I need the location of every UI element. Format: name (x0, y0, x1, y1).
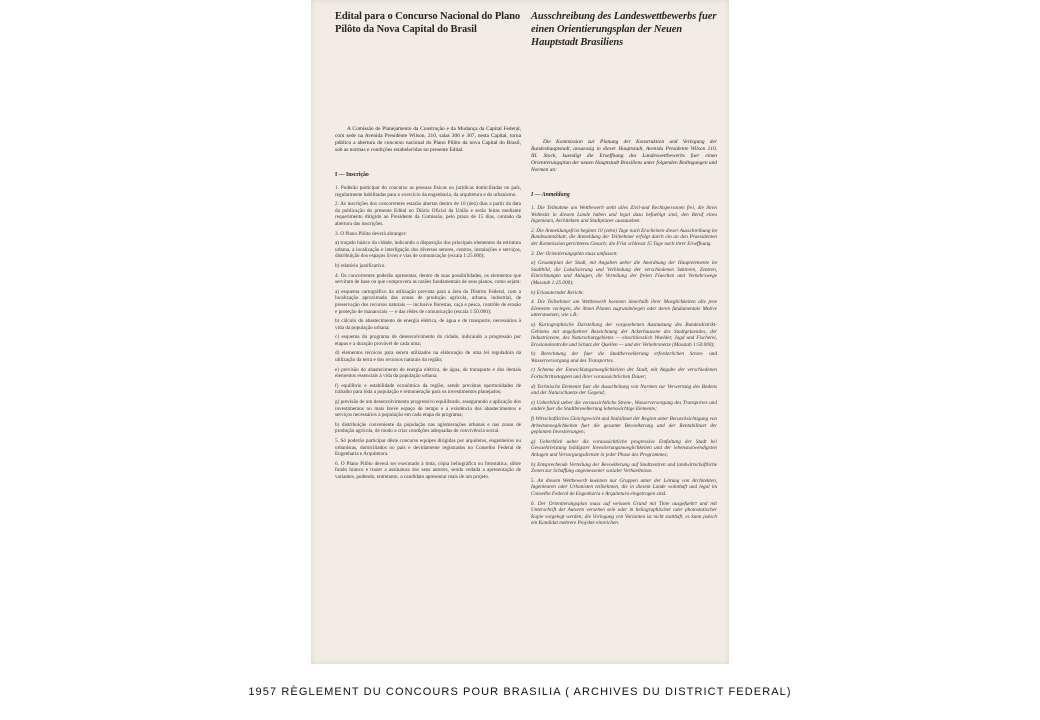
portuguese-title: Edital para o Concurso Nacional do Plano Pilôto da Nova Capital do Brasil (335, 11, 521, 35)
right-paragraph: f) Wirtschaftliches Gleichgewicht und Stabilitaet der Region unter Beruecksichtigung von Arbeitsmoeglichkeiten fuer die gesamte Bevoelkerung und der Rentabilitaet der geplanten Investierungen; (531, 416, 717, 436)
portuguese-intro: A Comissão de Planejamento da Construção e da Mudança da Capital Federal, com sede na Avenida Presidente Wilson, 210, salas 306 e 307, nesta Capital, torna público a abertura do concurso nacional do Plano Pilôto da nova Capital do Brasil, sob as normas e condições estabelecidas no presente Edital. (335, 126, 521, 153)
german-intro: Die Kommission zur Planung der Konstruktion und Verlegung der Bundeshauptstadt, ansaessig in dieser Hauptstadt, Avenida Presidente Wilson 210, III. Stock, kuendigt die Eroeffnung des Landeswettbewerbs fuer einen Orientierungsplan der neuen Hauptstadt Brasiliens unter folgenden Bedingungen und Normen an: (531, 139, 717, 173)
right-paragraph: 5. An diesem Wettbewerb koennen nur Gruppen unter der Leitung von Architekten, Ingenieuren oder Urbanisten teilnehmen, die in diesem Lande wohnhaft und legal im Conselho Federal de Engenharia e Arquitetura eingetragen sind. (531, 477, 717, 497)
left-paragraph: d) elementos técnicos para serem utilizados na elaboração de uma lei reguladora da utilização da terra e dos recursos naturais da região; (335, 350, 521, 364)
right-paragraph: 6. Der Orientierungsplan muss auf weissem Grund mit Tinte ausgefuehrt und mit Unterschrift der Autoren versehen sein oder in heliographischer oder photostatischer Kopie vorgelegt werden; die Vorlegung von Varianten ist nicht statthaft, es kann jedoch ein Kandidat mehrere Projekte einreichen. (531, 500, 717, 527)
right-paragraph: 1. Die Teilnahme am Wettbewerb steht alles Zivil-und Rechtspersonen frei, die ihren Wohnsitz in diesem Lande haben und legal dazu befaehigt sind, den Beruf eines Ingenieurs, Architekten und Stadtplaner auszuueben. (531, 205, 717, 225)
right-paragraph: e) Ueberblick ueber die voraussichtliche Strom-, Wasserversorgung des Transportes und andere fuer die Stadtbevoelkerung lebenswichtige Elemente; (531, 399, 717, 413)
left-paragraph: g) previsão de um desenvolvimento progressivo equilibrado, assegurando a aplicação dos investimentos no mais breve espaço de tempo e a existência dos abastecimentos e serviços necessários à população em cada etapa do programa; (335, 399, 521, 419)
left-paragraph: e) previsão do abastecimento de energia elétrica, de água, de transporte e dos demais elementos essenciais à vida da população urbana; (335, 366, 521, 380)
left-paragraph: 6. O Plano Pilôto deverá ser executado à tinta, cópia heliográfica ou fotostática, sôbre fundo branco e trazer a assinatura dos seus autores, sendo vedada a apresentação de variantes, podendo, entretanto, o candidato apresentar mais de um projeto. (335, 460, 521, 480)
right-paragraph: 4. Die Teilnehmer am Wettbewerb koennen innerhalb ihrer Moeglichkeiten alle jene Elemente vorlegen, die ihnen Planen zugrundeliegen oder deren fundamentale Motive unterstuetzen, wie z.B.: (531, 299, 717, 319)
right-paragraph: 2. Die Anmeldungsfrist beginnt 10 (zehn) Tage nach Erscheinen dieser Ausschreibung im Bundesamtsblatt; die Anmeldung der Teilnehmer erfolgt durch ein an den Praesidenten der Kommission gerichtetes Gesuch; die Frist schliesst 15 Tage nach ihrer Eroeffnung. (531, 227, 717, 247)
portuguese-paragraphs (335, 185, 521, 481)
right-paragraph: a) Kartographische Darstellung der vorgesehenen Ausnutzung des Bundesdistrikt-Gebietes mit ungefaehrer Bezeichnung der Ackerbauzone des Stadtgelaendes, der Industriezone, des Naturschutzgebietes — einschliesslich Waelder, Jagd und Fischerei, Erosionskontrolle und Schutz der Quellen — und der Verkehrsnetze (Masstab 1:50.000); (531, 321, 717, 348)
right-paragraph: b) Berechnung der fuer die Stadtbevoelkerung erforderlichen Strom- und Wasserversorgung und des Transportes. (531, 351, 717, 364)
portuguese-section-heading: I — Inscrição (335, 172, 369, 178)
german-column (531, 10, 717, 530)
left-paragraph: a) esquema cartográfico da utilização prevista para a área do Distrito Federal, com a localização aproximada das zonas de produção agrícola, urbana, industrial, de preservação dos recursos naturais — inclusive florestas, caça e pesca, contrôle de erosão e proteção de mananciais — e das rêdes de comunicação (escala 1:50.000); (335, 288, 521, 315)
right-paragraph: 3. Der Orientierungsplan muss umfassen: (531, 250, 618, 257)
portuguese-column (335, 10, 521, 484)
right-paragraph: b) Erlaeuternder Bericht. (531, 289, 584, 296)
right-paragraph: a) Gesamtplan der Stadt, mit Angaben ueber die Anordnung der Hauptelemente im Stadtbild, die Lokalisierung und Verbindung der verschiedenen Sektoren, Zentren, Einrichtungen und Anlagen, die Verteilung der freien Flaechen und Verkehrswege (Masstab 1:25.000); (531, 260, 717, 286)
left-paragraph: b) cálculo do abastecimento de energia elétrica, de água e de transporte, necessários à vida da população urbana; (335, 318, 521, 331)
left-paragraph: f) equilíbrio e estabilidade econômica da região, sendo previstas oportunidades de trabalho para tôda a população e remuneração para os investimentos planejados; (335, 382, 521, 396)
right-paragraph: d) Technische Elemente fuer die Ausarbeitung von Normen zur Verwertung des Bodens und der Naturschaetze der Gegend; (531, 383, 717, 397)
left-paragraph: b) relatório justificativo. (335, 262, 386, 269)
german-paragraphs (531, 205, 717, 527)
left-paragraph: 1. Poderão participar do concurso as pessoas físicas ou jurídicas domiciliadas no país, regularmente habilitadas para o exercício da engenharia, da arquitetura e do urbanismo. (335, 185, 521, 198)
left-paragraph: 2. As inscrições dos concorrentes estarão abertas dentro de 10 (dez) dias a partir da data da publicação do presente Edital no Diário Oficial da União e serão feitas mediante requerimento dirigido ao Presidente da Comissão, pelo prazo de 15 dias, contado da abertura das inscrições. (335, 201, 521, 227)
left-paragraph: 5. Só poderão participar dêste concurso equipes dirigidas por arquitetos, engenheiros ou urbanistas, domiciliados no país e devidamente registrados no Conselho Federal de Engenharia e Arquitetura. (335, 438, 521, 458)
right-paragraph: c) Schema der Entwicklungsmoeglichkeiten der Stadt, mit Angabe der verschiedenen Fortschrittsetappen und ihrer voraussichtlichen Dauer; (531, 367, 717, 381)
german-title: Ausschreibung des Landeswettbewerbs fuer einen Orientierungsplan der Neuen Hauptstadt Brasiliens (531, 11, 717, 48)
left-paragraph: 3. O Plano Pilôto deverá abranger: (335, 230, 407, 237)
right-paragraph: g) Ueberblick ueber die voraussichtliche progressive Entfaltung der Stadt bei Gewaehrleistung baldigster Investierungsmoeglichkeiten und der lebensnotwendigsten Anlagen und Versorgungsdienste in jeder Phase des Programmes; (531, 438, 717, 458)
left-paragraph: 4. Os concorrentes poderão apresentar, dentro de suas possibilidades, os elementos que serviram de base ou que comprovem as razões fundamentais de seus planos, como sejam: (335, 272, 521, 286)
left-paragraph: h) distribuição conveniente da população nas aglomerações urbanas e nas zonas de produção agrícola, de modo a criar condições adequadas de convivência social. (335, 421, 521, 435)
left-paragraph: a) traçado básico da cidade, indicando a disposição dos principais elementos da estrutura urbana, a localização e interligação dos diversos setores, centros, instalações e serviços, distribuição dos espaços livres e vias de comunicação (escala 1:25.000); (335, 240, 521, 260)
document-scan (311, 0, 729, 664)
right-paragraph: h) Entsprechende Verteilung der Bevoelkerung auf Stadtzentren und landwirtschaftliche Zonen zur Schaffung angemessener sozialer Verhaeltnisse. (531, 461, 717, 475)
german-section-heading: I — Anmeldung (531, 192, 570, 198)
image-caption: 1957 RÈGLEMENT DU CONCOURS POUR BRASILIA ( ARCHIVES DU DISTRICT FEDERAL) (248, 686, 792, 698)
left-paragraph: c) esquema do programa de desenvolvimento da cidade, indicando a progressão por etapas e a duração provável de cada uma; (335, 334, 521, 347)
